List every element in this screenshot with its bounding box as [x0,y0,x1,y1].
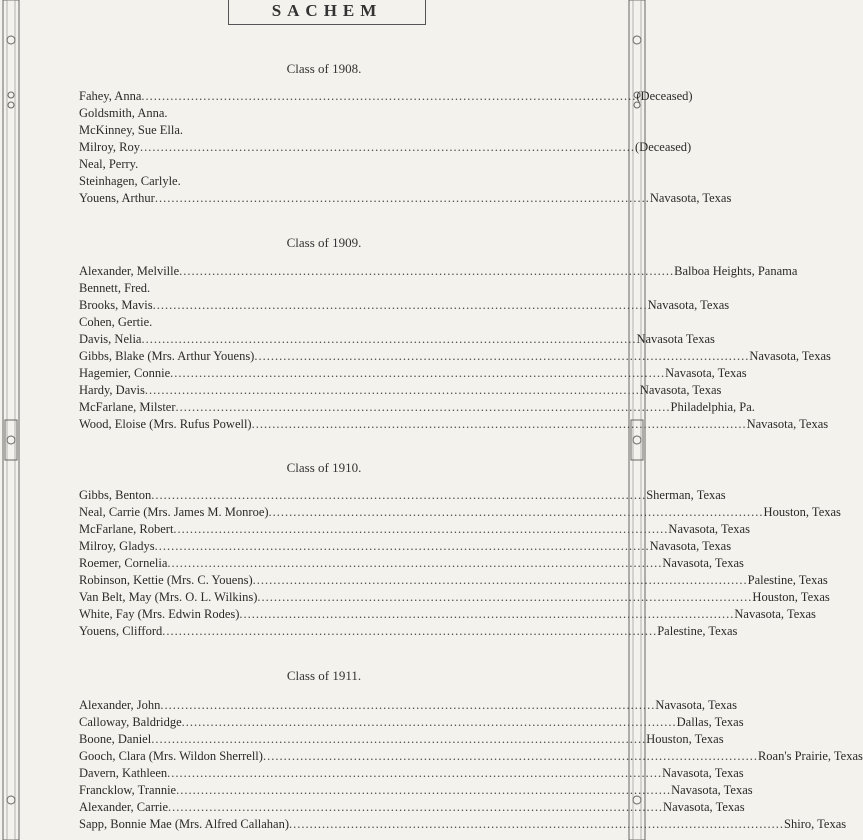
leader-dots: ........................................................................................................................ [176,783,672,797]
list-item [79,348,831,365]
entry-location: (Deceased) [636,89,693,103]
list-item [79,782,753,799]
entry-location: Dallas, Texas [676,715,744,729]
entry-name: Hardy, Davis [79,383,145,397]
list-item [79,538,732,555]
entry-location: Navasota, Texas [668,522,750,536]
leader-dots: ........................................................................................................................ [140,140,635,154]
list-item [79,697,737,714]
entry-location: (Deceased) [635,140,692,154]
entry-name: Francklow, Trannie [79,783,177,797]
entry-location: Navasota, Texas [639,383,722,397]
entry-name: Alexander, Carrie [79,800,169,814]
list-item [79,731,724,748]
entry-name: Milroy, Roy [79,140,140,154]
entry-name: McFarlane, Milster [79,400,176,414]
list-item [79,156,577,173]
list-item [79,521,750,538]
leader-dots: ........................................................................................................................ [257,590,753,604]
entry-name: Cohen, Gertie. [79,315,153,329]
entry-location: Shiro, Texas [784,817,847,831]
entry-name: Gooch, Clara (Mrs. Wildon Sherrell) [79,749,263,763]
list-item [79,606,816,623]
list-item [79,816,847,833]
list-item [79,139,692,156]
class-heading: Class of 1909. [286,235,362,250]
leader-dots: ........................................................................................................................ [151,488,647,502]
entry-location: Navasota Texas [636,332,715,346]
entry-location: Navasota, Texas [734,607,816,621]
list-item [79,714,744,731]
leader-dots: ........................................................................................................................ [151,732,647,746]
class-heading: Class of 1911. [286,668,362,683]
leader-dots: ........................................................................................................................ [141,332,637,346]
leader-dots: ........................................................................................................................ [160,698,656,712]
entry-name: Alexander, Melville [79,264,180,278]
entry-name: White, Fay (Mrs. Edwin Rodes) [79,607,240,621]
entry-location: Navasota, Texas [662,556,744,570]
entry-name: McKinney, Sue Ella. [79,123,184,137]
list-item [79,504,841,521]
entry-name: Wood, Eloise (Mrs. Rufus Powell) [79,417,252,431]
entry-location: Philadelphia, Pa. [670,400,755,414]
entry-name: Goldsmith, Anna. [79,106,168,120]
entry-name: Robinson, Kettie (Mrs. C. Youens) [79,573,253,587]
entry-name: Neal, Perry. [79,157,139,171]
entry-name: Roemer, Cornelia [79,556,168,570]
entry-location: Houston, Texas [763,505,841,519]
list-item [79,589,830,606]
list-item [79,623,738,640]
entry-location: Houston, Texas [752,590,830,604]
leader-dots: ........................................................................................................................ [162,624,658,638]
entry-location: Balboa Heights, Panama [674,264,798,278]
entry-name: Hagemier, Connie [79,366,171,380]
entry-name: Van Belt, May (Mrs. O. L. Wilkins) [79,590,258,604]
entry-name: Gibbs, Blake (Mrs. Arthur Youens) [79,349,255,363]
list-item [79,416,829,433]
list-item [79,399,755,416]
list-item [79,173,577,190]
entry-location: Navasota, Texas [671,783,753,797]
entry-name: Youens, Arthur [79,191,155,205]
leader-dots: ........................................................................................................................ [175,400,671,414]
entry-name: Calloway, Baldridge [79,715,182,729]
leader-dots: ........................................................................................................................ [168,800,664,814]
leader-dots: ........................................................................................................................ [289,817,785,831]
leader-dots: ........................................................................................................................ [144,383,640,397]
leader-dots: ........................................................................................................................ [167,556,663,570]
leader-dots: ........................................................................................................................ [268,505,764,519]
leader-dots: ........................................................................................................................ [252,573,748,587]
entry-name: Milroy, Gladys [79,539,155,553]
entry-name: Youens, Clifford [79,624,163,638]
list-item [79,88,693,105]
entry-name: Neal, Carrie (Mrs. James M. Monroe) [79,505,269,519]
list-item [79,263,798,280]
leader-dots: ........................................................................................................................ [251,417,747,431]
entry-location: Navasota, Texas [665,366,747,380]
page-header [228,0,426,25]
list-item [79,122,577,139]
entry-name: Bennett, Fred. [79,281,151,295]
entry-location: Navasota, Texas [649,191,732,205]
entry-location: Navasota, Texas [749,349,831,363]
entry-name: Davis, Nelia [79,332,142,346]
leader-dots: ........................................................................................................................ [154,539,650,553]
entry-name: Alexander, John [79,698,161,712]
header-title: SACHEM [271,1,383,20]
leader-dots: ........................................................................................................................ [262,749,758,763]
entry-name: Brooks, Mavis [79,298,153,312]
leader-dots: ........................................................................................................................ [239,607,735,621]
entry-name: Steinhagen, Carlyle. [79,174,181,188]
list-item [79,331,715,348]
entry-location: Navasota, Texas [655,698,737,712]
list-item [79,765,744,782]
list-item [79,382,722,399]
leader-dots: ........................................................................................................................ [141,89,637,103]
list-item [79,572,828,589]
entry-location: Navasota, Texas [647,298,730,312]
list-item [79,314,577,331]
entry-name: McFarlane, Robert [79,522,174,536]
entry-name: Boone, Daniel [79,732,152,746]
entry-location: Palestine, Texas [747,573,828,587]
entry-name: Gibbs, Benton [79,488,152,502]
list-item [79,297,730,314]
entry-name: Sapp, Bonnie Mae (Mrs. Alfred Callahan) [79,817,290,831]
entry-location: Navasota, Texas [663,800,745,814]
entry-name: Fahey, Anna [79,89,142,103]
leader-dots: ........................................................................................................................ [173,522,669,536]
leader-dots: ........................................................................................................................ [181,715,677,729]
list-item [79,190,732,207]
left-ornamental-border [0,0,22,840]
leader-dots: ........................................................................................................................ [152,298,648,312]
leader-dots: ........................................................................................................................ [170,366,666,380]
leader-dots: ........................................................................................................................ [167,766,663,780]
list-item [79,105,577,122]
entry-location: Navasota, Texas [662,766,744,780]
entry-location: Sherman, Texas [646,488,726,502]
class-heading: Class of 1908. [286,61,362,76]
entry-name: Davern, Kathleen [79,766,168,780]
class-heading: Class of 1910. [286,460,362,475]
entry-location: Roan's Prairie, Texas [757,749,863,763]
leader-dots: ........................................................................................................................ [254,349,750,363]
leader-dots: ........................................................................................................................ [154,191,650,205]
list-item [79,799,745,816]
list-item [79,365,747,382]
list-item [79,487,726,504]
list-item [79,748,863,765]
entry-location: Houston, Texas [646,732,724,746]
entry-location: Navasota, Texas [649,539,732,553]
entry-location: Palestine, Texas [657,624,738,638]
list-item [79,555,744,572]
list-item [79,280,577,297]
leader-dots: ........................................................................................................................ [179,264,675,278]
entry-location: Navasota, Texas [746,417,829,431]
